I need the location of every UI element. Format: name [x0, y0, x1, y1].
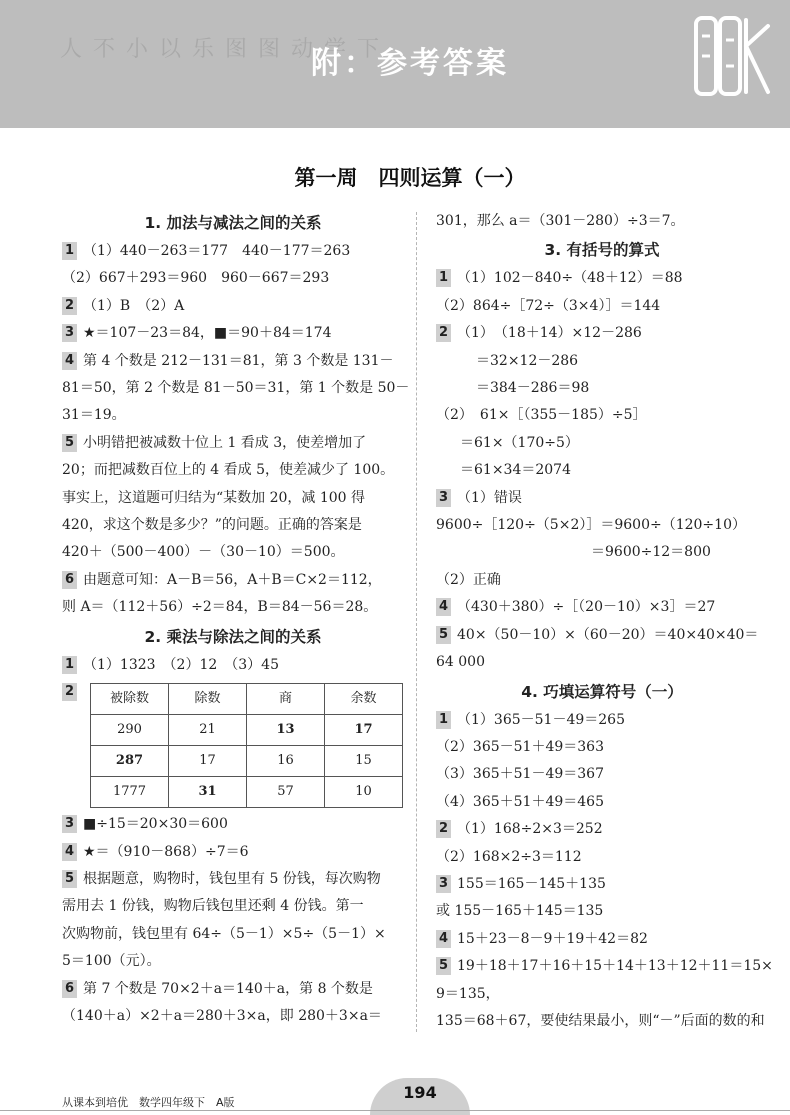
table-cell: 290	[91, 715, 169, 746]
answer-text: （1）B （2）A	[83, 297, 185, 314]
page-number: 194	[403, 1083, 437, 1102]
week-title: 第一周 四则运算（一）	[294, 166, 526, 190]
question-number: 5	[62, 870, 77, 888]
table-cell: 57	[247, 777, 325, 808]
question-number: 5	[436, 957, 451, 975]
answer-line	[436, 265, 768, 292]
question-number: 3	[436, 875, 451, 893]
answer-line: 20；而把减数百位上的 4 看成 5，使差减少了 100。	[62, 462, 395, 479]
answer-line: （2）正确	[436, 571, 501, 588]
question-number: 2	[436, 324, 451, 342]
question-number: 1	[62, 656, 77, 674]
answer-text: 15＋23－8－9＋19＋42＝82	[457, 930, 648, 947]
question-number: 6	[62, 980, 77, 998]
answer-line	[62, 976, 404, 1003]
answer-line	[62, 811, 404, 838]
answer-line: 420＋（500－400）－（30－10）＝500。	[62, 544, 345, 561]
answer-line	[436, 594, 768, 621]
answer-line	[62, 430, 404, 457]
answer-text: 19＋18＋17＋16＋15＋14＋13＋12＋11＝15×	[457, 958, 773, 975]
answer-line	[62, 320, 404, 347]
table-cell: 13	[247, 715, 325, 746]
table-cell: 1777	[91, 777, 169, 808]
table-header: 除数	[169, 684, 247, 715]
answer-text: （1）440－263＝177 440－177＝263	[83, 243, 351, 259]
answer-text: 第 4 个数是 212－131＝81，第 3 个数是 131－	[83, 352, 394, 369]
answer-line: 31＝19。	[62, 407, 126, 424]
section-title-4: 4. 巧填运算符号（一）	[521, 682, 683, 701]
right-column	[436, 208, 773, 1035]
section-title-1: 1. 加法与减法之间的关系	[144, 214, 322, 232]
question-number: 2	[62, 683, 77, 701]
table-header: 商	[247, 684, 325, 715]
table-cell: 15	[325, 746, 403, 777]
answer-line: 81＝50，第 2 个数是 81－50＝31，第 1 个数是 50－	[62, 380, 410, 397]
question-number: 3	[436, 489, 451, 507]
table-cell: 17	[325, 715, 403, 746]
answer-text: （1）102－840÷（48＋12）＝88	[457, 270, 683, 287]
answer-line: 或 155－165＋145＝135	[436, 903, 604, 920]
question-number: 3	[62, 324, 77, 342]
answer-line	[436, 622, 768, 649]
answer-line: 301，那么 a＝（301－280）÷3＝7。	[436, 213, 685, 229]
answer-text: （1） （18＋14）×12－286	[457, 325, 642, 342]
answer-line: （2） 61×［（355－185）÷5］	[436, 407, 647, 424]
answer-line: 9600÷［120÷（5×2）］＝9600÷（120÷10）	[436, 517, 746, 534]
answer-line: （2）864÷［72÷（3×4）］＝144	[436, 297, 661, 314]
answer-line	[436, 320, 768, 347]
answer-line: 9＝135，	[436, 985, 500, 1002]
answer-line	[62, 839, 404, 866]
question-number: 4	[62, 352, 77, 370]
left-column	[62, 208, 410, 1030]
answer-line	[62, 567, 404, 594]
answer-text: ★＝（910－868）÷7＝6	[83, 843, 249, 860]
section-title-2: 2. 乘法与除法之间的关系	[144, 627, 322, 646]
table-block	[62, 679, 404, 811]
answer-text: 由题意可知：A－B＝56，A＋B＝C×2＝112，	[83, 571, 382, 588]
answer-line: 次购物前，钱包里有 64÷（5－1）×5÷（5－1）×	[62, 925, 386, 942]
answer-line	[62, 652, 404, 679]
question-number: 4	[436, 930, 451, 948]
answer-text: 第 7 个数是 70×2＋a＝140＋a，第 8 个数是	[83, 980, 373, 997]
answer-line: 则 A＝（112＋56）÷2＝84，B＝84－56＝28。	[62, 599, 378, 616]
book-info: 从课本到培优 数学四年级下 A版	[62, 1096, 235, 1109]
answer-line: （2）365－51＋49＝363	[436, 738, 604, 755]
answer-line	[436, 926, 768, 953]
column-divider	[416, 212, 417, 1032]
question-number: 1	[436, 269, 451, 287]
answer-line: ＝61×34＝2074	[460, 462, 571, 479]
question-number: 6	[62, 571, 77, 589]
question-number: 1	[62, 242, 77, 260]
answer-line: （2）667＋293＝960 960－667＝293	[62, 270, 330, 287]
section-title-3: 3. 有括号的算式	[544, 241, 660, 260]
page-title: 附：参考答案	[311, 46, 509, 81]
answer-text: 根据题意，购物时，钱包里有 5 份钱，每次购物	[83, 870, 381, 887]
question-number: 4	[436, 598, 451, 616]
answer-text: （1）365－51－49＝265	[457, 711, 625, 728]
question-number: 2	[62, 297, 77, 315]
table-header: 被除数	[91, 684, 169, 715]
answer-line: （140＋a）×2＋a＝280＋3×a，即 280＋3×a＝	[62, 1007, 382, 1024]
table-cell: 16	[247, 746, 325, 777]
answer-text: ■÷15＝20×30＝600	[83, 816, 228, 833]
answer-text: 155＝165－145＋135	[457, 875, 606, 892]
table-cell: 287	[91, 746, 169, 777]
answer-text: （1）168÷2×3＝252	[457, 821, 603, 838]
answer-text: （1）1323 （2）12 （3）45	[83, 656, 279, 673]
answer-line	[62, 238, 404, 265]
answer-line	[436, 871, 768, 898]
answer-line: 事实上，这道题可归结为“某数加 20，减 100 得	[62, 489, 366, 506]
chinese-seal-logo-icon	[694, 16, 772, 98]
answer-line	[436, 816, 768, 843]
answer-text: ★＝107－23＝84，■＝90＋84＝174	[83, 325, 332, 342]
answer-line: ＝384－286＝98	[476, 380, 590, 397]
question-number: 5	[62, 434, 77, 452]
question-number: 3	[62, 815, 77, 833]
answer-line: （4）365＋51＋49＝465	[436, 793, 604, 810]
answer-line	[436, 953, 773, 980]
footer-rule	[0, 1110, 790, 1111]
division-table	[90, 683, 403, 808]
question-number: 1	[436, 711, 451, 729]
answer-line	[62, 348, 404, 375]
table-cell: 31	[169, 777, 247, 808]
answer-text: 40×（50－10）×（60－20）＝40×40×40＝	[457, 626, 759, 643]
answer-text: （430＋380）÷［（20－10）×3］＝27	[457, 599, 716, 616]
answer-line: 需用去 1 份钱，购物后钱包里还剩 4 份钱。第一	[62, 898, 364, 915]
answer-line: 64 000	[436, 654, 485, 671]
banner-background-text: 人 不 小 以 乐 图 图 动 学 下	[60, 37, 381, 62]
answer-line: （3）365＋51－49＝367	[436, 766, 604, 783]
answer-line: ＝9600÷12＝800	[591, 544, 711, 561]
header-banner	[0, 0, 790, 128]
answer-line: ＝32×12－286	[476, 352, 579, 369]
answer-line: 5＝100（元）。	[62, 953, 161, 970]
answer-line: 420，求这个数是多少？”的问题。正确的答案是	[62, 517, 362, 534]
table-cell: 17	[169, 746, 247, 777]
table-row	[91, 777, 403, 808]
answer-line: 135＝68＋67，要使结果最小，则“－”后面的数的和	[436, 1012, 765, 1029]
table-row	[91, 715, 403, 746]
answer-line: ＝61×（170÷5）	[460, 434, 579, 451]
answer-text: （1）错误	[457, 489, 522, 506]
question-number: 2	[436, 820, 451, 838]
table-row	[91, 746, 403, 777]
question-number: 5	[436, 626, 451, 644]
answer-line	[62, 866, 404, 893]
table-header-row	[91, 684, 403, 715]
table-header: 余数	[325, 684, 403, 715]
answer-line	[436, 707, 768, 734]
table-cell: 21	[169, 715, 247, 746]
answer-text: 小明错把被减数十位上 1 看成 3，使差增加了	[83, 434, 367, 451]
answer-line	[62, 293, 404, 320]
question-number: 4	[62, 843, 77, 861]
answer-line	[436, 485, 768, 512]
answer-line: （2）168×2÷3＝112	[436, 848, 582, 865]
table-cell: 10	[325, 777, 403, 808]
